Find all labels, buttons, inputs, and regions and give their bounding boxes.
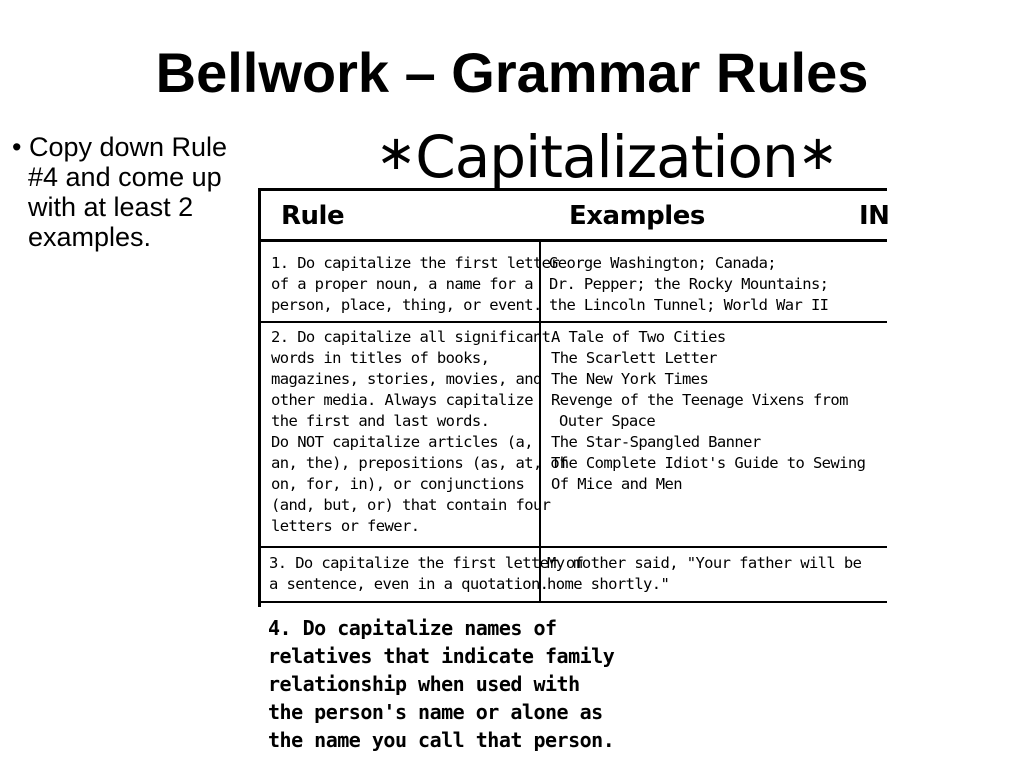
example-line: Outer Space bbox=[559, 412, 656, 430]
header-rule: Rule bbox=[281, 201, 345, 231]
row-divider bbox=[261, 239, 887, 242]
row-divider bbox=[261, 546, 887, 548]
example-line: The Star-Spangled Banner bbox=[551, 433, 761, 451]
header-examples: Examples bbox=[569, 201, 705, 231]
bullet-line: with at least 2 bbox=[28, 192, 194, 222]
rule-line: Do NOT capitalize articles (a, bbox=[271, 433, 533, 451]
rule-line: letters or fewer. bbox=[271, 517, 420, 535]
star-icon: ∗ bbox=[797, 125, 838, 181]
example-line: the Lincoln Tunnel; World War II bbox=[549, 296, 829, 314]
rules-table bbox=[258, 188, 890, 607]
heading-text: Capitalization bbox=[415, 123, 798, 191]
rule-line: of a proper noun, a name for a bbox=[271, 275, 533, 293]
rule-line: the first and last words. bbox=[271, 412, 490, 430]
slide-title: Bellwork – Grammar Rules bbox=[155, 41, 869, 104]
row-divider bbox=[261, 601, 887, 603]
rule-line: (and, but, or) that contain four bbox=[271, 496, 551, 514]
example-line: The Complete Idiot's Guide to Sewing bbox=[551, 454, 866, 472]
example-line: home shortly." bbox=[547, 575, 670, 593]
rule-cell-2 bbox=[271, 327, 568, 537]
rule-line: other media. Always capitalize bbox=[271, 391, 533, 409]
rule-cell-1 bbox=[271, 253, 559, 316]
header-in: IN bbox=[859, 201, 890, 231]
example-line: The Scarlett Letter bbox=[551, 349, 717, 367]
rule-line: 3. Do capitalize the first letter of bbox=[269, 554, 584, 572]
rule-4-text bbox=[268, 614, 614, 754]
example-line: Revenge of the Teenage Vixens from bbox=[551, 391, 848, 409]
example-line: Of Mice and Men bbox=[551, 475, 682, 493]
row-divider bbox=[261, 321, 887, 323]
rule4-line: relationship when used with bbox=[268, 672, 580, 696]
rule4-line: the name you call that person. bbox=[268, 728, 615, 752]
star-icon: ∗ bbox=[376, 125, 416, 181]
rule-line: 2. Do capitalize all significant bbox=[271, 328, 551, 346]
rule-line: magazines, stories, movies, and bbox=[271, 370, 542, 388]
rule4-line: 4. Do capitalize names of bbox=[268, 616, 557, 640]
rule4-line: the person's name or alone as bbox=[268, 700, 603, 724]
rule-line: words in titles of books, bbox=[271, 349, 490, 367]
rule4-line: relatives that indicate family bbox=[268, 644, 615, 668]
bullet-line: examples. bbox=[28, 222, 152, 252]
example-line: My mother said, "Your father will be bbox=[547, 554, 862, 572]
bullet-line: • Copy down Rule bbox=[12, 132, 228, 162]
rule-line: 1. Do capitalize the first letter bbox=[271, 254, 560, 272]
example-line: Dr. Pepper; the Rocky Mountains; bbox=[549, 275, 829, 293]
bullet-line: #4 and come up bbox=[28, 162, 222, 192]
rule-line: a sentence, even in a quotation. bbox=[269, 575, 549, 593]
examples-cell-1 bbox=[549, 253, 828, 316]
rule-line: person, place, thing, or event. bbox=[271, 296, 542, 314]
capitalization-heading bbox=[376, 116, 884, 190]
example-line: George Washington; Canada; bbox=[549, 254, 777, 272]
bullet-instructions bbox=[12, 132, 272, 252]
rule-line: on, for, in), or conjunctions bbox=[271, 475, 525, 493]
example-line: A Tale of Two Cities bbox=[551, 328, 726, 346]
rule-cell-3 bbox=[269, 553, 583, 595]
capitalization-chart-image bbox=[258, 116, 890, 766]
rule-line: an, the), prepositions (as, at, of bbox=[271, 454, 568, 472]
examples-cell-3 bbox=[547, 553, 861, 595]
example-line: The New York Times bbox=[551, 370, 709, 388]
examples-cell-2 bbox=[551, 327, 865, 495]
